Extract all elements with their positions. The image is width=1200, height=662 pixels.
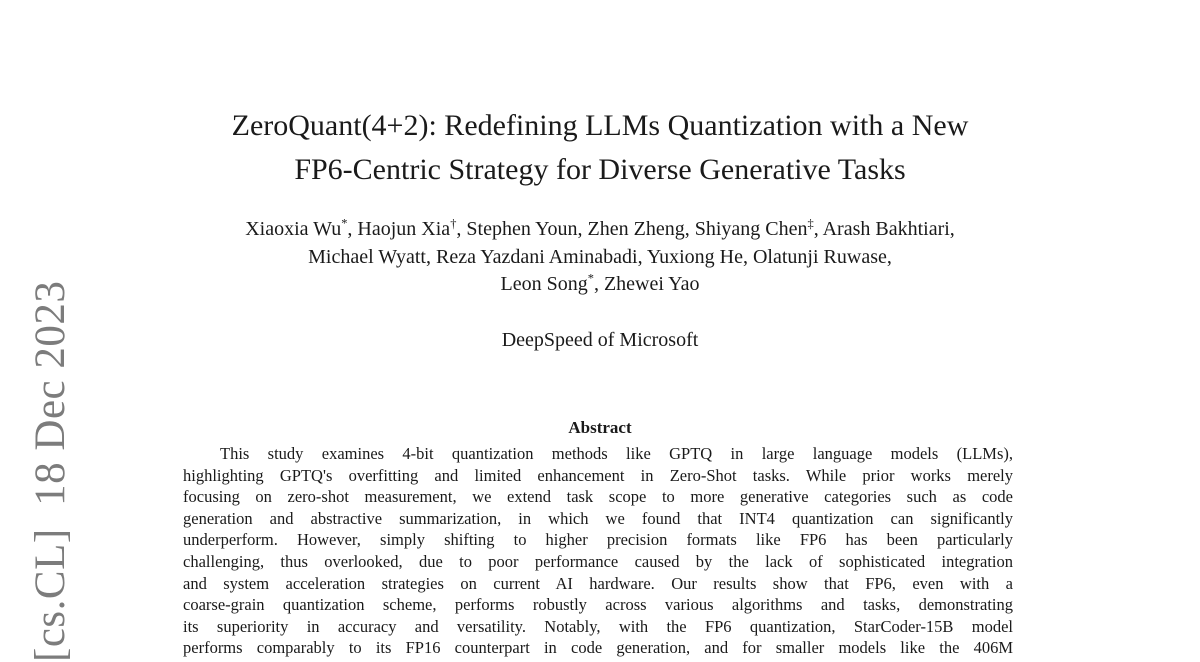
arxiv-stamp: [cs.CL] 18 Dec 2023 bbox=[27, 280, 74, 662]
author-marker: * bbox=[587, 271, 594, 286]
author-name: Yuxiong He bbox=[646, 245, 743, 268]
author-line: Michael Wyatt, Reza Yazdani Aminabadi, Yuxiong He, Olatunji Ruwase, bbox=[308, 245, 892, 268]
abstract-line: challenging, thus overlooked, due to poor performance caused by the lack of sophisticated integration bbox=[183, 551, 1013, 571]
abstract-line: generation and abstractive summarization, in which we found that INT4 quantization can significantly bbox=[183, 508, 1013, 528]
abstract-line: This study examines 4-bit quantization methods like GPTQ in large language models (LLMs), bbox=[220, 444, 1013, 463]
author-marker: † bbox=[450, 216, 457, 231]
author-name: Zhewei Yao bbox=[603, 273, 700, 295]
author-name: Leon Song bbox=[500, 273, 588, 295]
abstract-line: its superiority in accuracy and versatility. Notably, with the FP6 quantization, StarCoder-15B model bbox=[183, 616, 1013, 636]
abstract-line: performs comparably to its FP16 counterpart in code generation, and for smaller models like the 406M bbox=[183, 638, 1013, 658]
paper-title-line1: ZeroQuant(4+2): Redefining LLMs Quantization with a New bbox=[231, 109, 969, 142]
paper-title-line2: FP6-Centric Strategy for Diverse Generative Tasks bbox=[294, 153, 906, 186]
author-name: Michael Wyatt bbox=[308, 245, 426, 268]
author-name: Shiyang Chen bbox=[694, 218, 808, 240]
abstract-line: underperform. However, simply shifting to higher precision formats like FP6 has been particularly bbox=[183, 530, 1013, 550]
abstract-body bbox=[183, 443, 1013, 659]
author-list bbox=[0, 216, 1200, 299]
abstract-line: focusing on zero-shot measurement, we extend task scope to more generative categories such as code bbox=[183, 487, 1013, 507]
abstract-line: and system acceleration strategies on current AI hardware. Our results show that FP6, even with a bbox=[183, 573, 1013, 593]
abstract-heading: Abstract bbox=[568, 418, 632, 437]
author-name: Haojun Xia bbox=[357, 218, 451, 240]
author-name: Reza Yazdani Aminabadi bbox=[435, 245, 638, 268]
abstract-line: coarse-grain quantization scheme, performs robustly across various algorithms and tasks, demonstrating bbox=[183, 595, 1013, 615]
author-marker: ‡ bbox=[807, 216, 814, 231]
author-name: Xiaoxia Wu bbox=[245, 218, 342, 240]
affiliation: DeepSpeed of Microsoft bbox=[501, 329, 699, 351]
author-line: Xiaoxia Wu*, Haojun Xia†, Stephen Youn, Zhen Zheng, Shiyang Chen‡, Arash Bakhtiari, bbox=[245, 216, 955, 240]
author-line: Leon Song*, Zhewei Yao bbox=[500, 271, 700, 295]
paper-title bbox=[0, 104, 1200, 192]
author-name: Arash Bakhtiari bbox=[822, 218, 950, 240]
author-name: Stephen Youn bbox=[466, 218, 578, 240]
abstract-line: highlighting GPTQ's overfitting and limited enhancement in Zero-Shot tasks. While prior works merely bbox=[183, 465, 1013, 485]
author-name: Olatunji Ruwase bbox=[752, 245, 887, 268]
author-name: Zhen Zheng bbox=[587, 218, 685, 240]
author-marker: * bbox=[341, 216, 348, 231]
